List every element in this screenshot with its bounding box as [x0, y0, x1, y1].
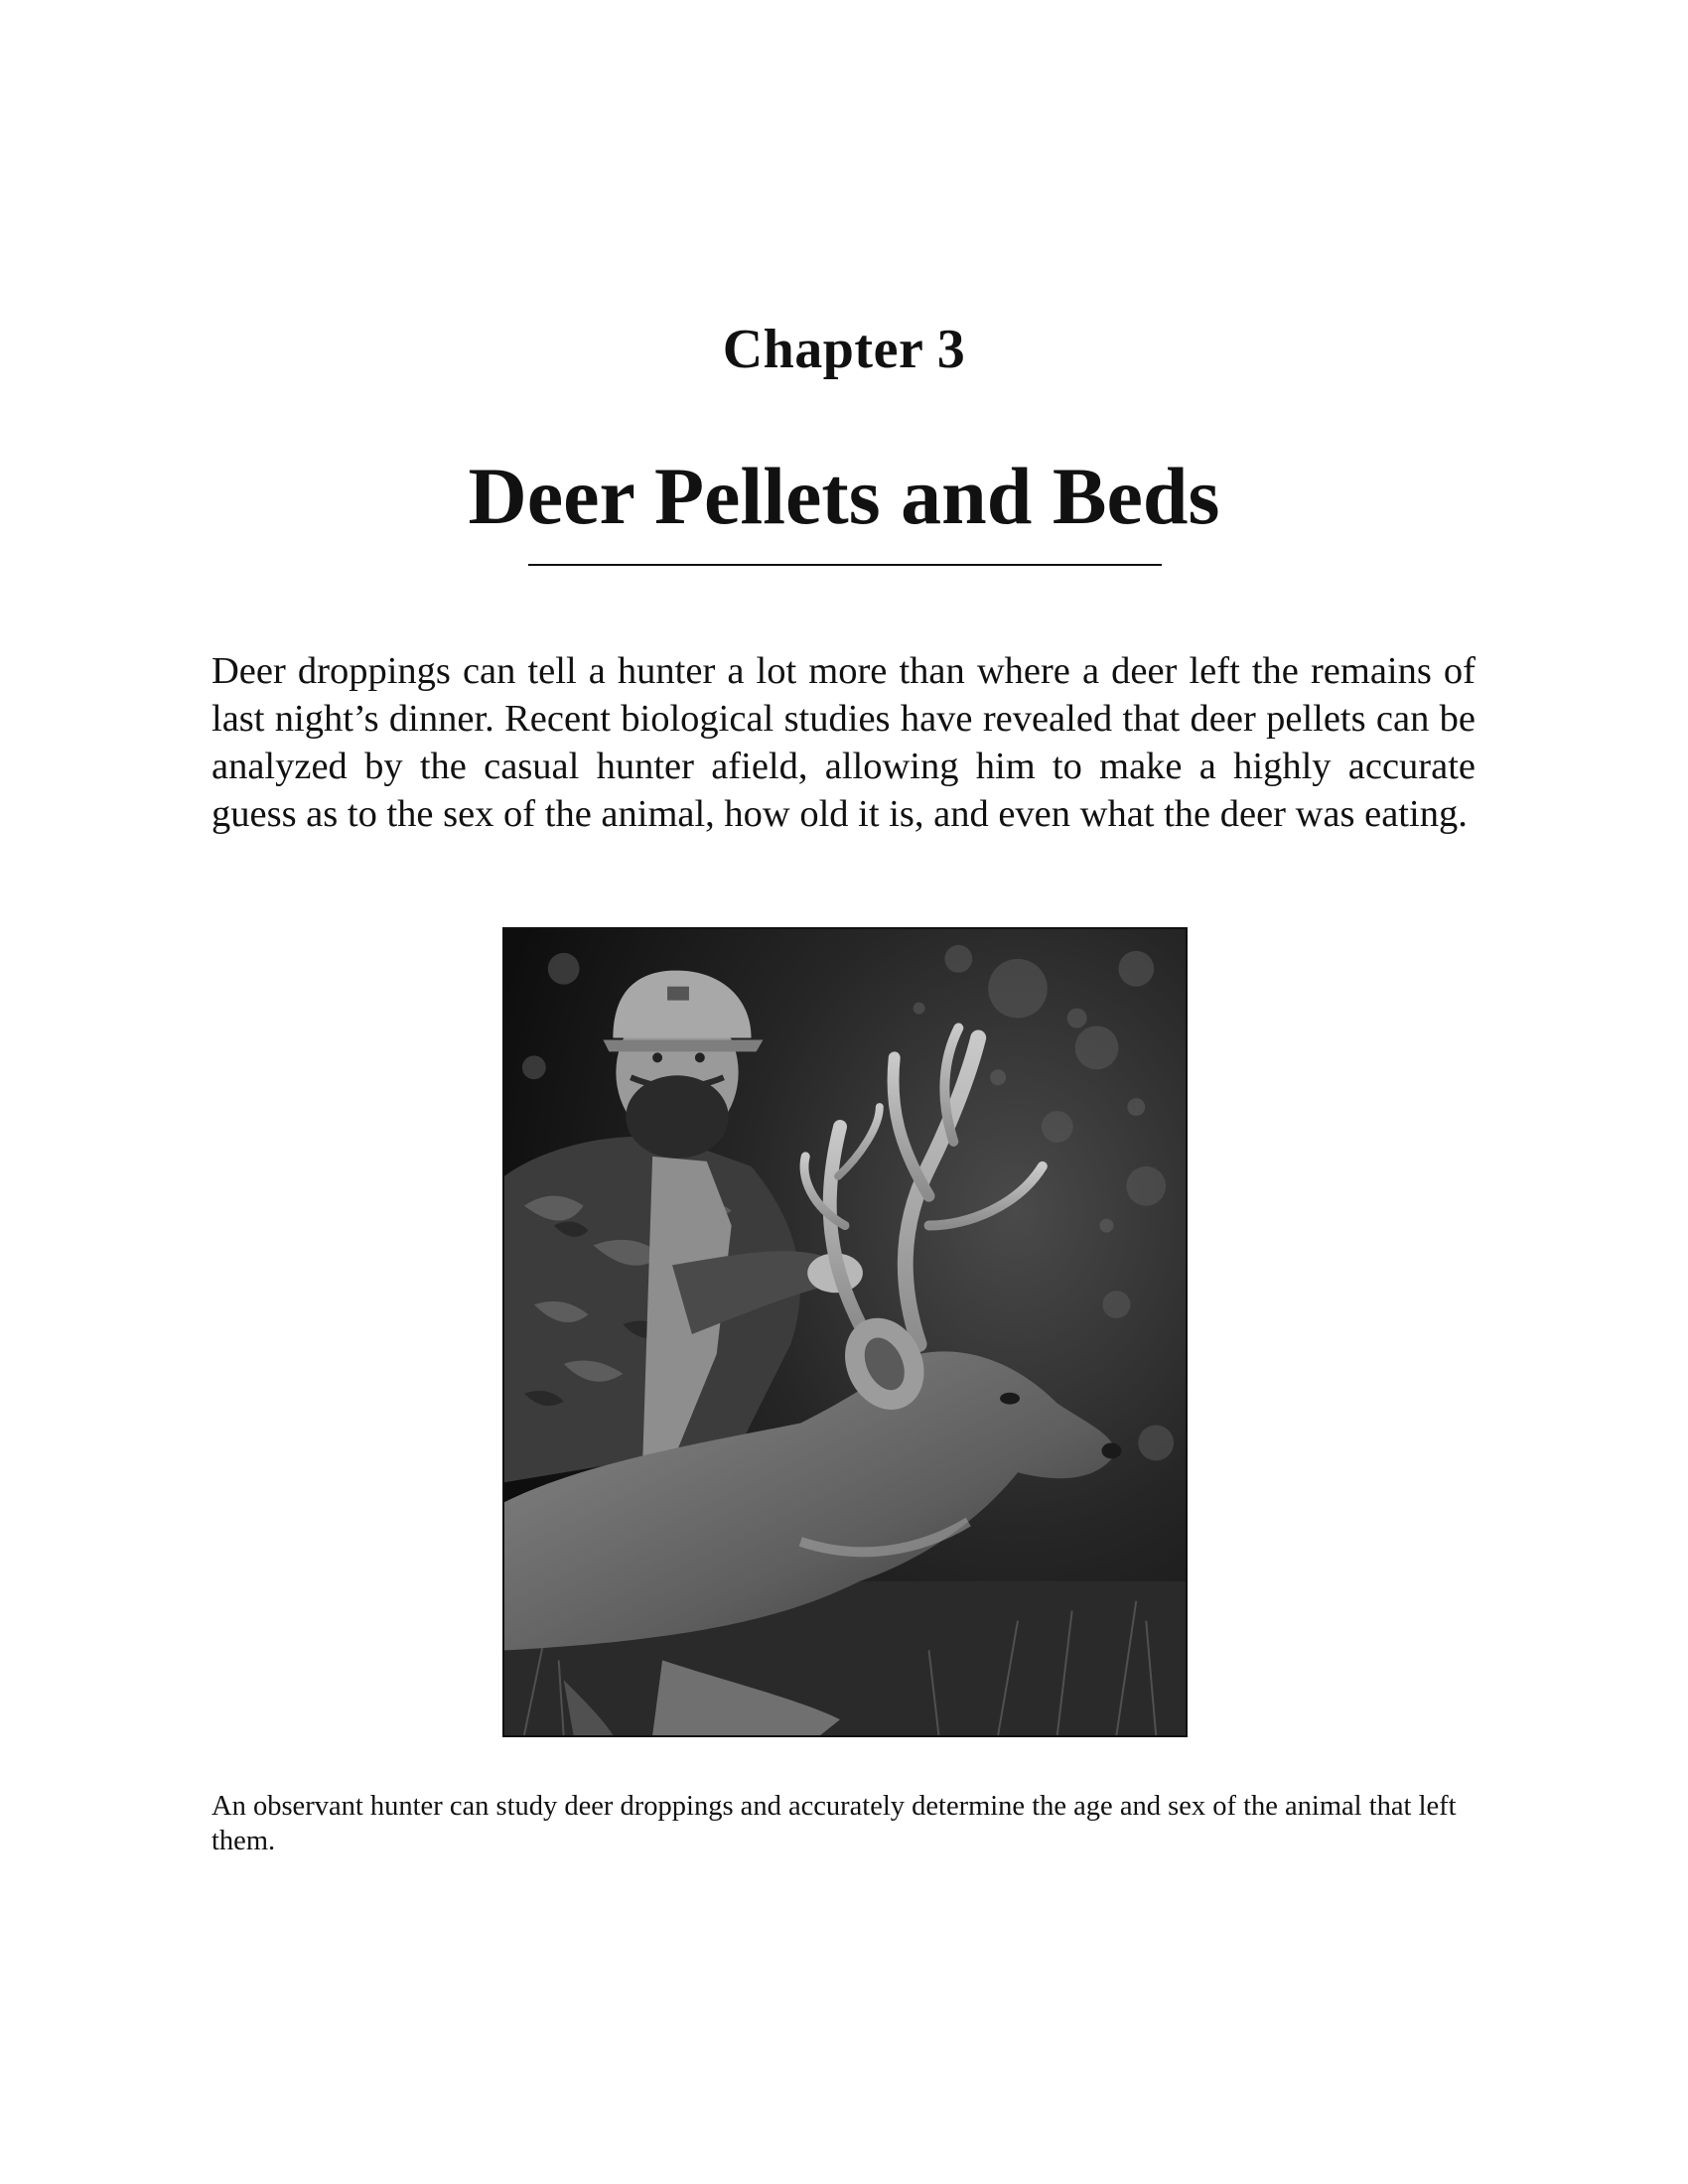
chapter-number: Chapter 3 — [722, 319, 966, 380]
chapter-title: Deer Pellets and Beds — [468, 451, 1220, 541]
hunter-with-buck-photo — [502, 927, 1188, 1737]
intro-paragraph: Deer droppings can tell a hunter a lot more than where a deer left the remains of last night’s dinner. Recent biological studies have revealed that deer pellets can be analyzed by the casual hunter afield, allowing him to make a highly accurate guess as to the sex of the animal, how old it is, and even what the deer was eating. — [211, 650, 1476, 835]
photo-caption: An observant hunter can study deer droppings and accurately determine the age and sex of the animal that left them. — [211, 1791, 1457, 1856]
title-divider — [528, 564, 1162, 566]
